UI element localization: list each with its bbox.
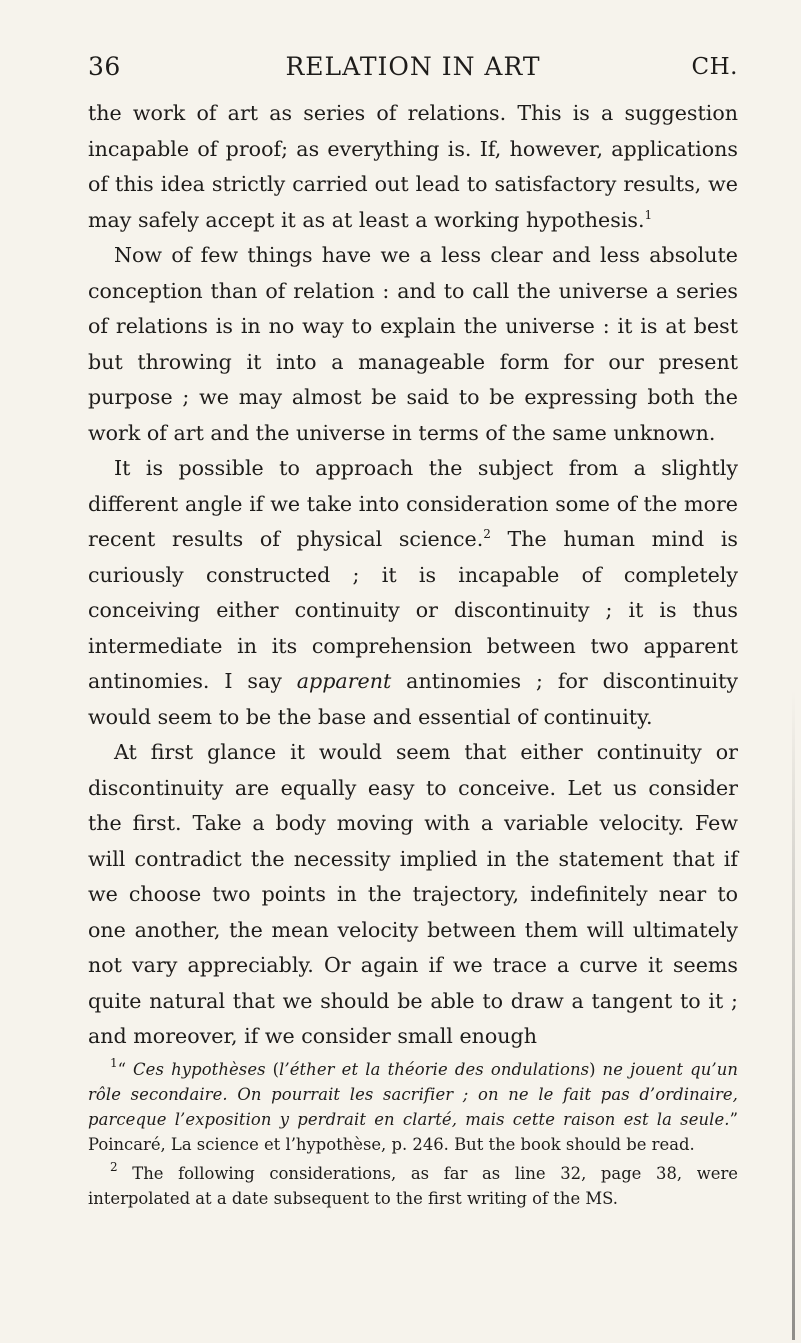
footnote-ref-1: 1 — [644, 207, 653, 222]
footnote-1-italic-a: Ces hypothèses — [133, 1059, 266, 1079]
footnotes — [88, 1057, 738, 1211]
footnote-1-paren-open: ( — [265, 1059, 280, 1079]
running-header — [88, 44, 738, 96]
footnote-1-citation: ” Poincaré, La science et l’hypothèse, p. 246. But the book should be read. — [88, 1109, 738, 1154]
footnote-1 — [88, 1057, 738, 1157]
page-number: 36 — [88, 52, 121, 81]
footnote-ref-2: 2 — [483, 527, 491, 541]
footnote-1-open-quote: “ — [117, 1059, 134, 1079]
chapter-abbreviation: CH. — [691, 54, 738, 80]
page-edge-shadow — [792, 690, 795, 1340]
footnote-1-mark: 1 — [110, 1055, 118, 1070]
body-text — [88, 96, 738, 1055]
emphasis-apparent: apparent — [296, 669, 392, 693]
footnote-2 — [88, 1161, 738, 1211]
paragraph-2: Now of few things have we a less clear and less absolute conception than of relation : and to call the universe a series of relations is in no way to explain the universe : it is at best but throwing it into a manageable form for our present purpose ; we may almost be said to be expressing both the work of art and the universe in terms of the same unknown. — [88, 243, 738, 445]
footnote-2-text: The following considerations, as far as line 32, page 38, were interpolated at a date subsequent to the first writing of the MS. — [88, 1163, 738, 1208]
footnote-1-quote-text: ne jouent qu’un rôle secondaire. On pourrait les sacrifier ; on ne le fait pas d’ordinaire, parceque l’exposition y perdrait en clarté, mais cette raison est la seule. — [88, 1059, 739, 1129]
paragraph-3-text-b: The human mind is curiously constructed ; it is incapable of completely conceiving either continuity or discontinuity ; it is thus intermediate in its comprehension between two apparent antinomies. I say — [88, 527, 738, 693]
paragraph-3-text-c: antinomies ; for discontinuity would seem to be the base and essential of continuity. — [88, 669, 738, 729]
paragraph-1 — [88, 96, 738, 238]
paragraph-3-text-a: It is possible to approach the subject from a slightly different angle if we take into consideration some of the more recent results of physical science. — [88, 456, 738, 551]
paragraph-1-text: the work of art as series of relations. This is a suggestion incapable of proof; as everything is. If, however, applications of this idea strictly carried out lead to satisfactory results, we may safely accept it as at least a working hypothesis. — [88, 101, 738, 232]
footnote-2-mark: 2 — [110, 1159, 118, 1174]
paragraph-3 — [88, 451, 738, 735]
book-page — [88, 44, 738, 1215]
footnote-1-paren-close: ) — [589, 1059, 603, 1079]
paragraph-4: At first glance it would seem that either continuity or discontinuity are equally easy to conceive. Let us consider the first. Take a body moving with a variable velocity. Few will contradict the necessity implied in the statement that if we choose two points in the trajectory, indefinitely near to one another, the mean velocity between them will ultimately not vary appreciably. Or again if we trace a curve it seems quite natural that we should be able to draw a tangent to it ; and moreover, if we consider small enough — [88, 740, 738, 1048]
footnote-1-italic-b: l’éther et la théorie des ondulations — [279, 1059, 590, 1079]
running-title: RELATION IN ART — [285, 52, 541, 81]
